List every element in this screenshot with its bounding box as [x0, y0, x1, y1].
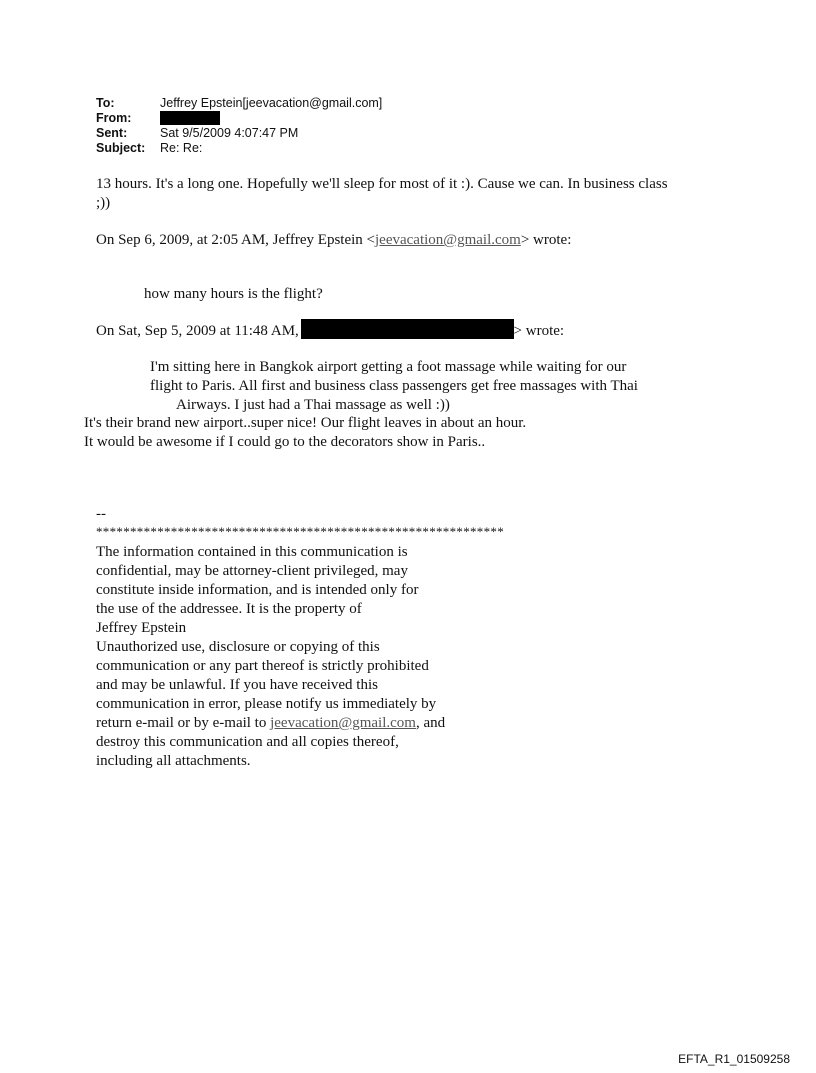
- disclaimer-line: Unauthorized use, disclosure or copying of this: [96, 639, 380, 655]
- quote1-prefix: On Sep 6, 2009, at 2:05 AM, Jeffrey Epstein <: [96, 232, 375, 248]
- disclaimer-line: communication in error, please notify us immediately by: [96, 696, 437, 712]
- signature-stars: ************************************************************: [96, 524, 504, 539]
- disclaimer-line: Jeffrey Epstein: [96, 620, 187, 636]
- from-label: From:: [96, 111, 132, 125]
- disclaimer-line: including all attachments.: [96, 753, 251, 769]
- quote2-body: [150, 358, 638, 415]
- document-id: EFTA_R1_01509258: [678, 1052, 790, 1066]
- quote2-prefix: On Sat, Sep 5, 2009 at 11:48 AM,: [96, 323, 299, 339]
- disclaimer-line: communication or any part thereof is strictly prohibited: [96, 658, 429, 674]
- disclaimer-line: constitute inside information, and is intended only for: [96, 582, 419, 598]
- quote1-header: [96, 231, 571, 250]
- to-row: [96, 96, 382, 111]
- quote2-header: [96, 319, 564, 341]
- quote2-line: I'm sitting here in Bangkok airport getting a foot massage while waiting for our: [150, 359, 627, 375]
- trailing-line: It's their brand new airport..super nice! Our flight leaves in about an hour.: [84, 415, 527, 431]
- quote2-suffix: > wrote:: [513, 323, 565, 339]
- sent-value: Sat 9/5/2009 4:07:47 PM: [160, 126, 299, 140]
- disclaimer-line: The information contained in this communication is: [96, 544, 408, 560]
- quote1-email-link[interactable]: jeevacation@gmail.com: [375, 232, 521, 248]
- from-redaction: [160, 111, 220, 125]
- quote2-line: flight to Paris. All first and business class passengers get free massages with Thai: [150, 378, 638, 394]
- sender-redaction: [301, 319, 514, 339]
- subject-row: [96, 141, 382, 156]
- reply-line-1: 13 hours. It's a long one. Hopefully we'll sleep for most of it :). Cause we can. In business class: [96, 176, 668, 192]
- quote1-text: how many hours is the flight?: [144, 286, 323, 302]
- return-suffix: , and: [415, 715, 446, 731]
- trailing-text: [84, 414, 526, 452]
- disclaimer-line: [96, 714, 445, 733]
- disclaimer-line: and may be unlawful. If you have received this: [96, 677, 378, 693]
- disclaimer-line: the use of the addressee. It is the property of: [96, 601, 362, 617]
- email-header: [96, 96, 382, 156]
- sent-row: [96, 126, 382, 141]
- return-prefix: return e-mail or by e-mail to: [96, 715, 271, 731]
- subject-label: Subject:: [96, 141, 146, 155]
- to-value: Jeffrey Epstein[jeevacation@gmail.com]: [160, 96, 383, 110]
- disclaimer: [96, 543, 445, 771]
- to-label: To:: [96, 96, 115, 110]
- disclaimer-line: destroy this communication and all copies thereof,: [96, 734, 399, 750]
- subject-value: Re: Re:: [160, 141, 203, 155]
- signature-email-link[interactable]: jeevacation@gmail.com: [270, 715, 416, 731]
- disclaimer-line: confidential, may be attorney-client privileged, may: [96, 563, 408, 579]
- sent-label: Sent:: [96, 126, 128, 140]
- trailing-line: It would be awesome if I could go to the decorators show in Paris..: [84, 434, 486, 450]
- quote1-suffix: > wrote:: [520, 232, 572, 248]
- signature-dashes: --: [96, 506, 106, 522]
- quote2-line: Airways. I just had a Thai massage as well :)): [176, 397, 450, 413]
- reply-line-2: ;)): [96, 195, 111, 211]
- from-row: [96, 111, 382, 126]
